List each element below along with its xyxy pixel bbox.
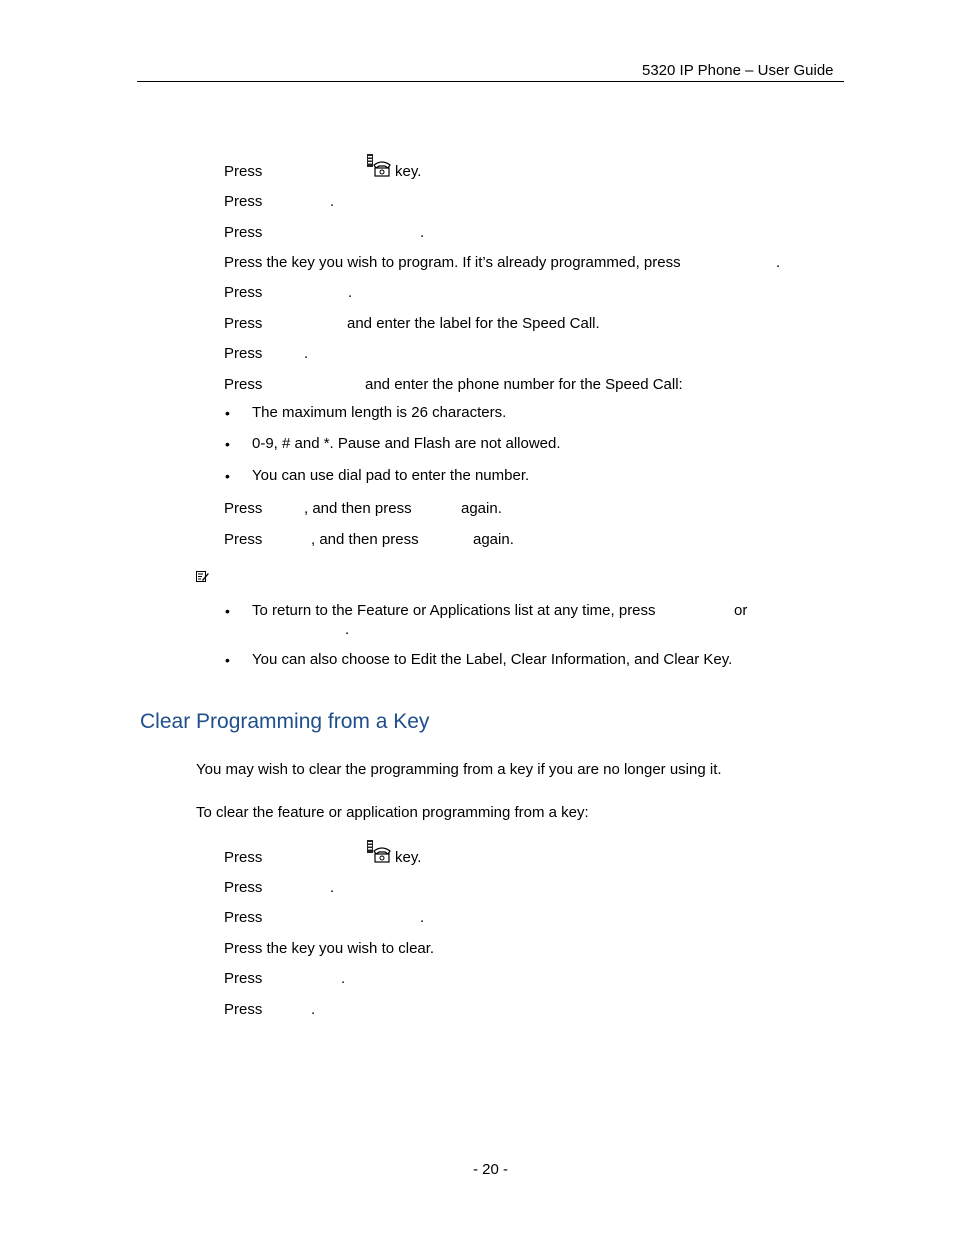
list-item: The maximum length is 26 characters. <box>252 404 507 421</box>
step-6-end: and enter the label for the Speed Call. <box>347 315 600 332</box>
bullet-marker: • <box>225 603 230 619</box>
step-9-end: again. <box>461 500 502 517</box>
step-8-text: Press <box>224 376 263 393</box>
note-item: You can also choose to Edit the Label, Clear Information, and Clear Key. <box>252 651 733 668</box>
list-item: 0-9, # and *. Pause and Flash are not allowed. <box>252 435 561 452</box>
note-item: To return to the Feature or Applications list at any time, press <box>252 602 656 619</box>
bullet-marker: • <box>225 468 230 484</box>
step-7-end: . <box>304 345 309 362</box>
step-4-end: . <box>776 254 781 271</box>
clear-step-6-text: Press <box>224 1001 263 1018</box>
clear-step-5-text: Press <box>224 970 263 987</box>
header-rule <box>137 81 844 82</box>
step-1-text: Press <box>224 163 263 180</box>
step-2-end: . <box>330 193 335 210</box>
clear-step-1-key-text: key. <box>395 849 422 866</box>
note-item-or: or <box>734 602 748 619</box>
clear-step-3-end: . <box>420 909 425 926</box>
step-9-mid: , and then press <box>304 500 412 517</box>
note-icon <box>196 570 209 582</box>
step-10-mid: , and then press <box>311 531 419 548</box>
step-8-end: and enter the phone number for the Speed Call: <box>365 376 683 393</box>
section-paragraph: To clear the feature or application programming from a key: <box>196 804 589 821</box>
section-paragraph: You may wish to clear the programming from a key if you are no longer using it. <box>196 761 722 778</box>
clear-step-2-end: . <box>330 879 335 896</box>
clear-step-2-text: Press <box>224 879 263 896</box>
step-9-text: Press <box>224 500 263 517</box>
step-10-end: again. <box>473 531 514 548</box>
step-7-text: Press <box>224 345 263 362</box>
step-5-text: Press <box>224 284 263 301</box>
header-title: 5320 IP Phone – User Guide <box>642 62 834 79</box>
step-1-key-text: key. <box>395 163 422 180</box>
step-4-text: Press the key you wish to program. If it’s already programmed, press <box>224 254 681 271</box>
page-number: - 20 - <box>473 1161 509 1178</box>
clear-step-6-end: . <box>311 1001 316 1018</box>
bullet-marker: • <box>225 436 230 452</box>
clear-step-3-text: Press <box>224 909 263 926</box>
step-2-text: Press <box>224 193 263 210</box>
step-6-text: Press <box>224 315 263 332</box>
section-heading: Clear Programming from a Key <box>140 710 430 733</box>
note-item-period: . <box>345 621 350 638</box>
bullet-marker: • <box>225 652 230 668</box>
step-5-end: . <box>348 284 353 301</box>
bullet-marker: • <box>225 405 230 421</box>
phone-icon <box>366 153 392 179</box>
list-item: You can use dial pad to enter the number. <box>252 467 530 484</box>
clear-step-5-end: . <box>341 970 346 987</box>
step-3-end: . <box>420 224 425 241</box>
clear-step-4-text: Press the key you wish to clear. <box>224 940 435 957</box>
clear-step-1-text: Press <box>224 849 263 866</box>
step-3-text: Press <box>224 224 263 241</box>
step-10-text: Press <box>224 531 263 548</box>
phone-icon <box>366 839 392 865</box>
